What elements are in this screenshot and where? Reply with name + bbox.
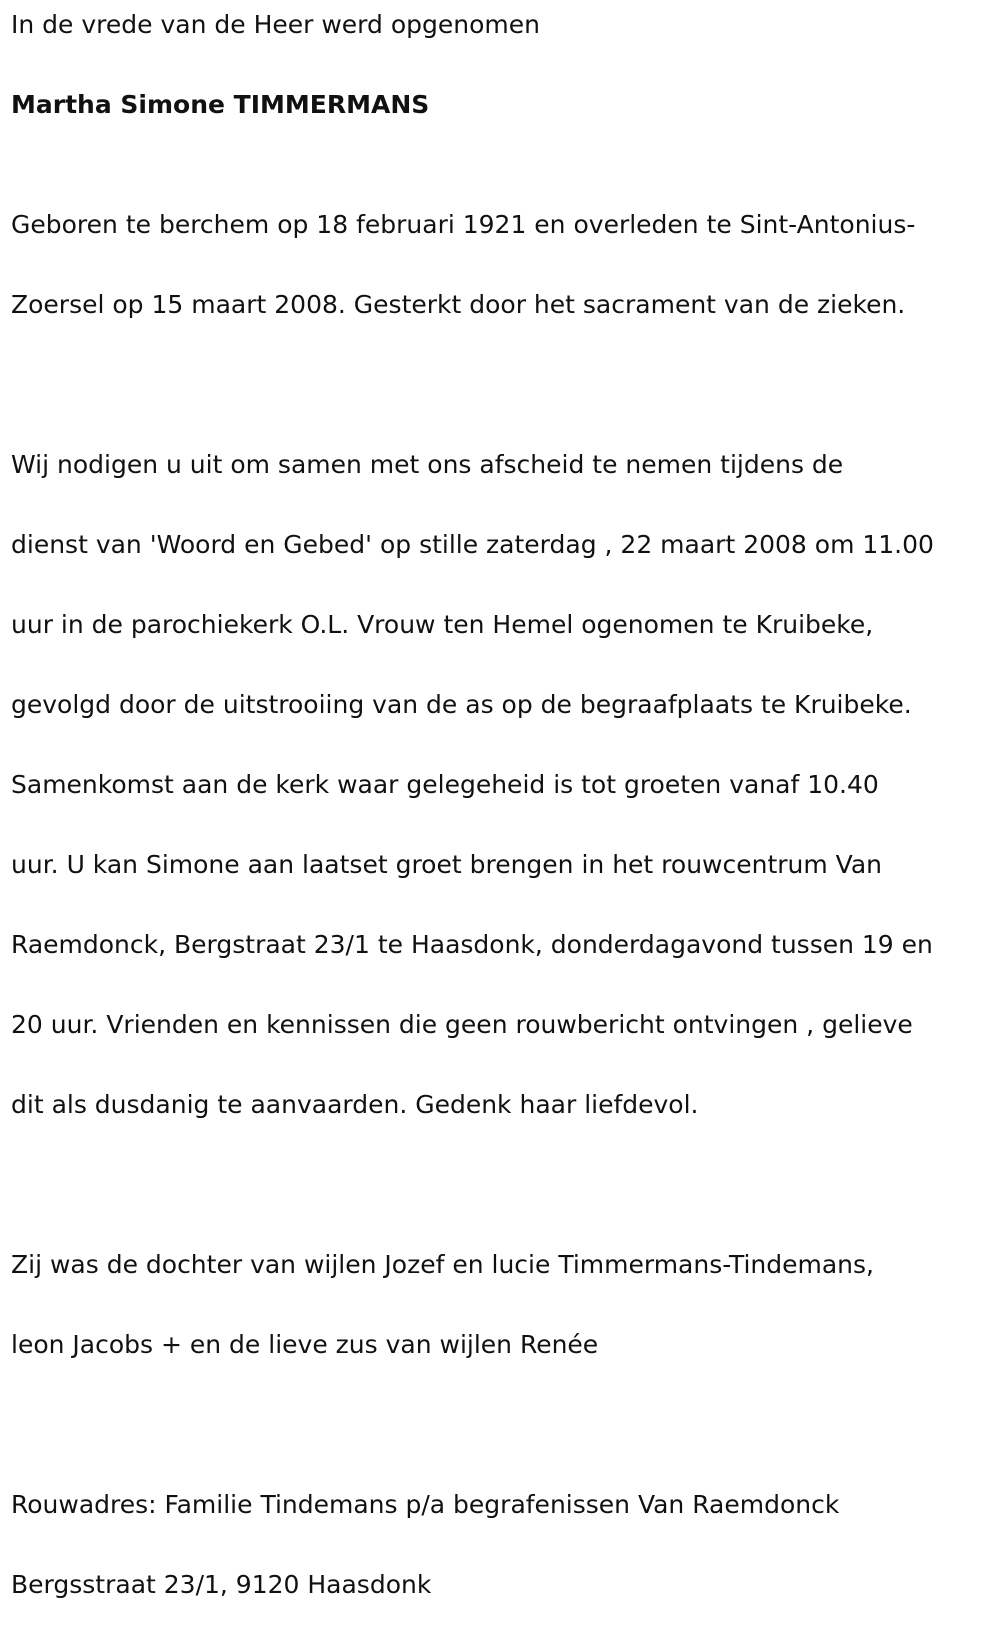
text-line: Wij nodigen u uit om samen met ons afscheid te nemen tijdens de bbox=[11, 450, 844, 479]
address-paragraph bbox=[11, 1445, 986, 1645]
family-paragraph bbox=[11, 1205, 986, 1405]
text-line: dit als dusdanig te aanvaarden. Gedenk haar liefdevol. bbox=[11, 1090, 699, 1119]
death-notice bbox=[11, 5, 986, 1645]
spacer bbox=[11, 1165, 986, 1205]
intro-line: In de vrede van de Heer werd opgenomen bbox=[11, 10, 540, 39]
spacer bbox=[11, 1405, 986, 1445]
text-line: leon Jacobs + en de lieve zus van wijlen Renée bbox=[11, 1330, 599, 1359]
birth-death-paragraph bbox=[11, 165, 986, 365]
spacer bbox=[11, 365, 986, 405]
text-line: Rouwadres: Familie Tindemans p/a begrafenissen Van Raemdonck bbox=[11, 1490, 840, 1519]
text-line: Zij was de dochter van wijlen Jozef en lucie Timmermans-Tindemans, bbox=[11, 1250, 875, 1279]
service-paragraph bbox=[11, 405, 986, 1165]
text-line: Geboren te berchem op 18 februari 1921 en overleden te Sint-Antonius- bbox=[11, 210, 916, 239]
text-line: 20 uur. Vrienden en kennissen die geen rouwbericht ontvingen , gelieve bbox=[11, 1010, 913, 1039]
text-line: gevolgd door de uitstrooiing van de as op de begraafplaats te Kruibeke. bbox=[11, 690, 912, 719]
spacer bbox=[11, 45, 986, 85]
spacer bbox=[11, 125, 986, 165]
text-line: Samenkomst aan de kerk waar gelegeheid is tot groeten vanaf 10.40 bbox=[11, 770, 879, 799]
text-line: dienst van 'Woord en Gebed' op stille zaterdag , 22 maart 2008 om 11.00 bbox=[11, 530, 934, 559]
text-line: uur in de parochiekerk O.L. Vrouw ten Hemel ogenomen te Kruibeke, bbox=[11, 610, 874, 639]
text-line: uur. U kan Simone aan laatset groet brengen in het rouwcentrum Van bbox=[11, 850, 883, 879]
text-line: Bergsstraat 23/1, 9120 Haasdonk bbox=[11, 1570, 432, 1599]
text-line: Raemdonck, Bergstraat 23/1 te Haasdonk, donderdagavond tussen 19 en bbox=[11, 930, 933, 959]
deceased-name: Martha Simone TIMMERMANS bbox=[11, 90, 430, 119]
text-line: Zoersel op 15 maart 2008. Gesterkt door het sacrament van de zieken. bbox=[11, 290, 906, 319]
